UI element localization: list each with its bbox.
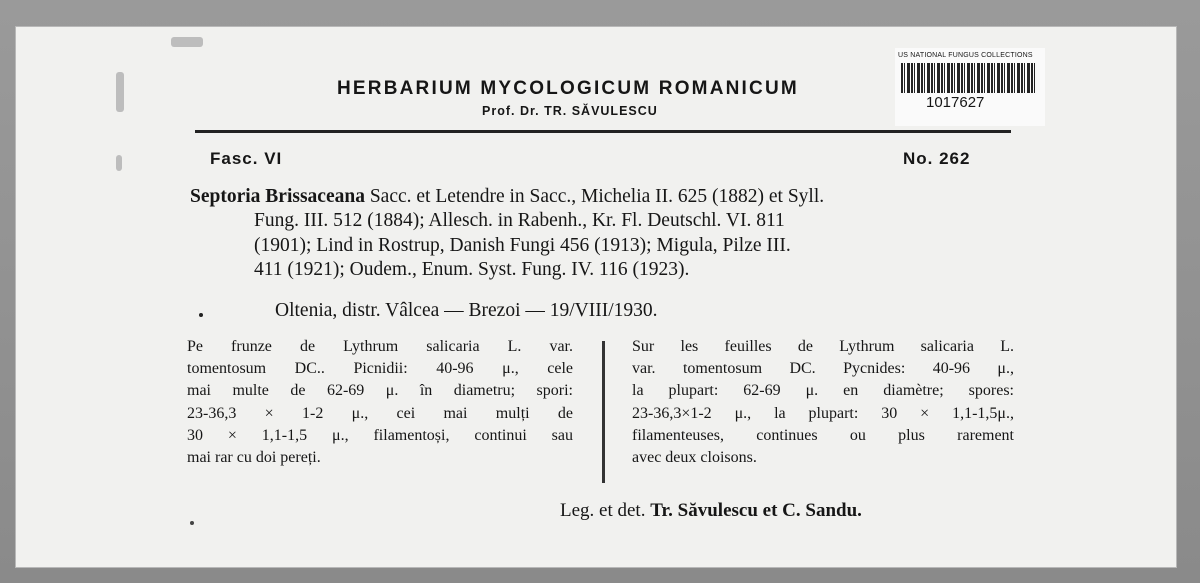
column-divider: [602, 341, 605, 483]
collector-line: [560, 500, 862, 522]
fascicle-label: Fasc. VI: [210, 149, 283, 168]
barcode-icon: [901, 63, 1037, 93]
description-line: la plupart: 62-69 μ. en diamètre; spores:: [632, 382, 1014, 400]
description-line: 23-36,3×1-2 μ., la plupart: 30 × 1,1-1,5μ.,: [632, 404, 1014, 422]
citation-line: Fung. III. 512 (1884); Allesch. in Rabenh., Kr. Fl. Deutschl. VI. 811: [254, 210, 785, 231]
description-line: avec deux cloisons.: [632, 449, 757, 467]
barcode-caption: US NATIONAL FUNGUS COLLECTIONS: [898, 52, 1033, 59]
collector-prefix: Leg. et det.: [560, 500, 646, 521]
header-rule: [195, 130, 1011, 133]
description-line: Sur les feuilles de Lythrum salicaria L.: [632, 338, 1014, 355]
herbarium-director: Prof. Dr. TR. SĂVULESCU: [482, 104, 658, 118]
description-line: var. tomentosum DC. Pycnides: 40-96 μ.,: [632, 360, 1014, 378]
description-french: [632, 336, 1014, 469]
description-line: 30 × 1,1-1,5 μ., filamentoși, continui sau: [187, 426, 573, 444]
locality: Oltenia, distr. Vâlcea — Brezoi — 19/VIII/1930.: [275, 300, 658, 321]
ink-dot: [190, 521, 194, 525]
collector-names: Tr. Săvulescu et C. Sandu.: [650, 500, 862, 521]
description-romanian: [187, 336, 573, 469]
citation-line: Sacc. et Letendre in Sacc., Michelia II. 625 (1882) et Syll.: [369, 186, 825, 207]
paper-stain: [116, 155, 122, 171]
paper-stain: [116, 72, 124, 112]
barcode-number: 1017627: [926, 94, 985, 111]
citation-line: 411 (1921); Oudem., Enum. Syst. Fung. IV. 116 (1923).: [254, 259, 690, 280]
specimen-number: No. 262: [903, 149, 971, 168]
description-line: Pe frunze de Lythrum salicaria L. var.: [187, 338, 573, 355]
description-line: filamenteuses, continues ou plus rarement: [632, 426, 1014, 444]
citation-line: (1901); Lind in Rostrup, Danish Fungi 456 (1913); Migula, Pilze III.: [254, 235, 791, 256]
description-line: 23-36,3 × 1-2 μ., cei mai mulți de: [187, 404, 573, 422]
description-line: tomentosum DC.. Picnidii: 40-96 μ., cele: [187, 360, 573, 378]
description-line: mai rar cu doi pereți.: [187, 449, 321, 467]
description-line: mai multe de 62-69 μ. în diametru; spori:: [187, 382, 573, 400]
paper-stain: [171, 37, 203, 47]
species-line: [190, 186, 824, 208]
ink-dot: [199, 313, 203, 317]
herbarium-title: HERBARIUM MYCOLOGICUM ROMANICUM: [337, 78, 799, 99]
species-name: Septoria Brissaceana: [190, 186, 365, 207]
